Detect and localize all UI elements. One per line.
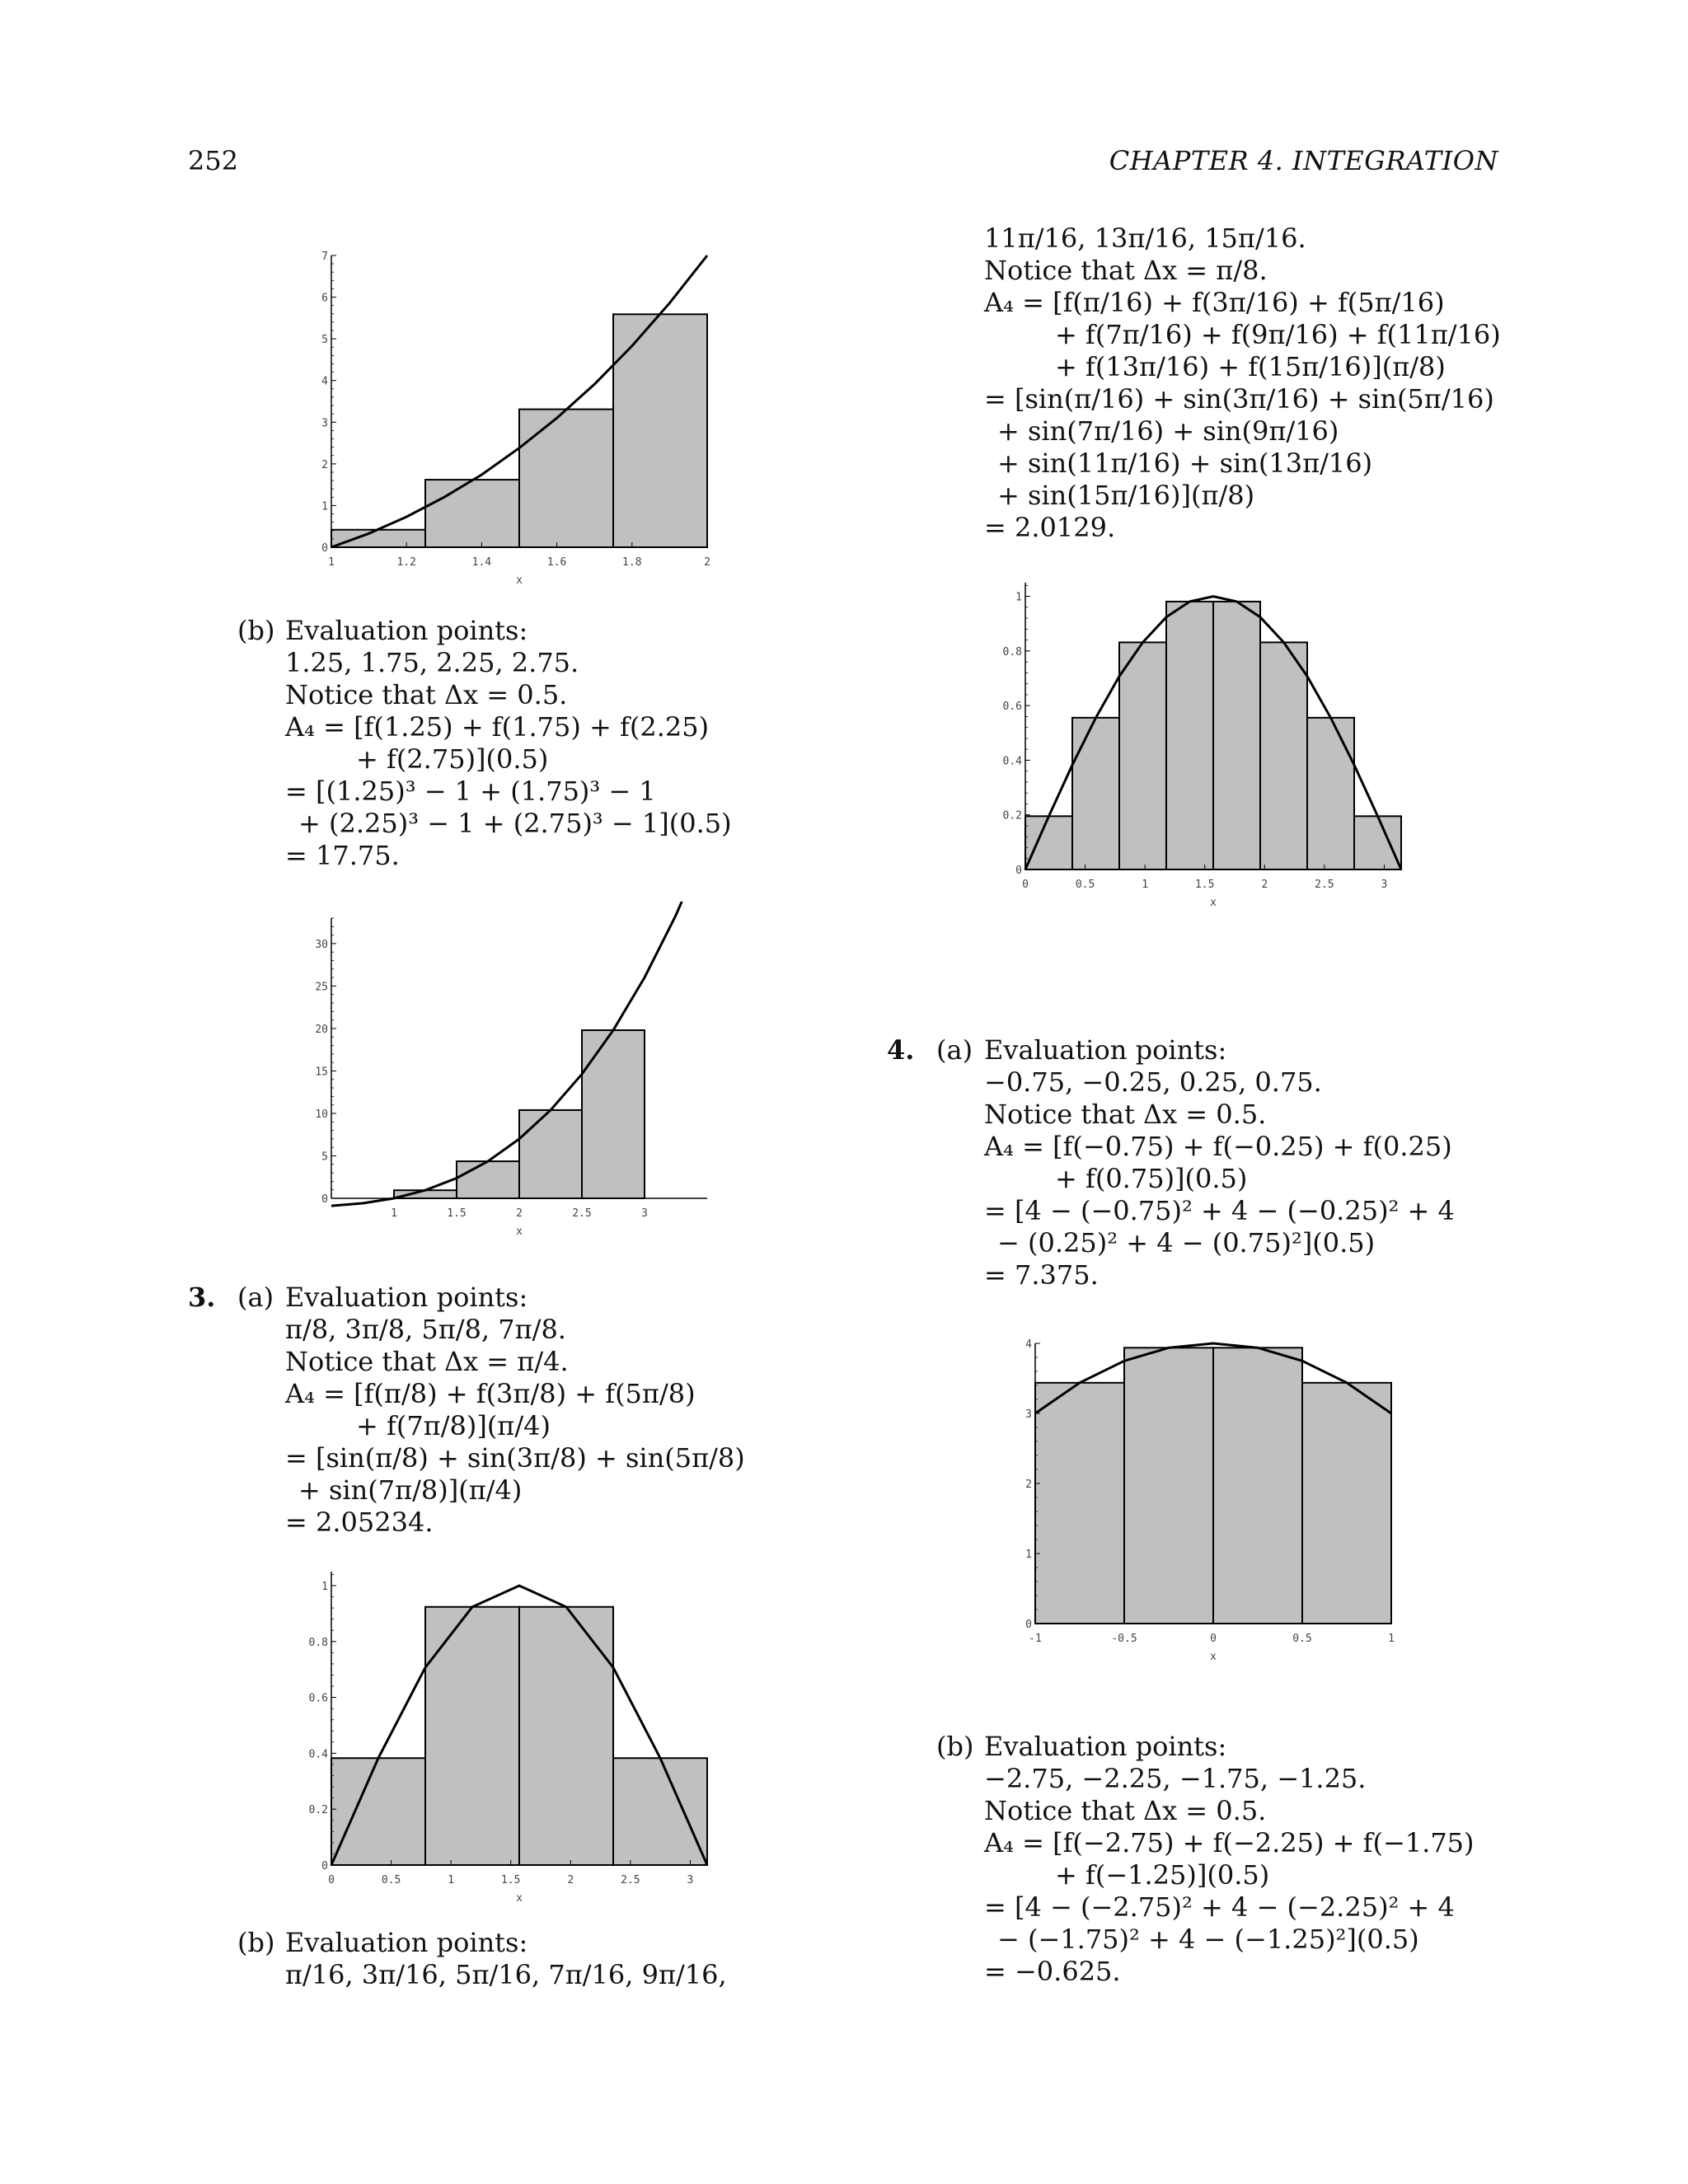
y-tick-label: 0.6 (308, 1692, 328, 1705)
bar (1307, 718, 1354, 869)
x-tick-label: 1 (1142, 879, 1149, 891)
y-tick-label: 0.6 (1002, 701, 1022, 714)
x-axis-label: x (1210, 1651, 1217, 1663)
running-header: CHAPTER 4. INTEGRATION (1109, 145, 1498, 176)
bar (1072, 718, 1119, 869)
text-line: = [sin(π/8) + sin(3π/8) + sin(5π/8) (285, 1442, 745, 1474)
text-line: A₄ = [f(1.25) + f(1.75) + f(2.25) (285, 711, 710, 743)
y-tick-label: 0 (321, 1193, 328, 1206)
plot-cubic-left-sum (313, 246, 734, 600)
y-tick-label: 0.4 (1002, 755, 1022, 768)
bar (1035, 1383, 1124, 1624)
x-tick-label: 1 (448, 1874, 455, 1886)
x-tick-label: 1.2 (396, 556, 416, 569)
bar (331, 530, 425, 547)
text-line: π/8, 3π/8, 5π/8, 7π/8. (285, 1314, 566, 1345)
y-tick-label: 0.8 (1002, 645, 1022, 658)
text-line: + sin(11π/16) + sin(13π/16) (997, 448, 1373, 479)
x-axis-label: x (516, 1226, 523, 1238)
y-tick-label: 1 (321, 1580, 328, 1593)
problem-4a (887, 1034, 1455, 1291)
x-axis-label: x (516, 1892, 523, 1905)
x-tick-label: 3 (641, 1207, 648, 1220)
bar (1119, 642, 1166, 869)
text-line: + f(0.75)](0.5) (1055, 1163, 1248, 1194)
page-number: 252 (188, 145, 239, 176)
bar (1213, 602, 1260, 869)
x-tick-label: 2.5 (621, 1874, 640, 1886)
y-tick-label: 5 (321, 334, 328, 347)
text-line: = [(1.25)³ − 1 + (1.75)³ − 1 (285, 776, 656, 807)
x-tick-label: 0.5 (1292, 1633, 1312, 1645)
text-line: + f(−1.25)](0.5) (1055, 1859, 1270, 1891)
y-tick-label: 15 (315, 1066, 328, 1079)
x-tick-label: 1 (1388, 1633, 1395, 1645)
text-line: = [4 − (−2.75)² + 4 − (−2.25)² + 4 (984, 1891, 1455, 1923)
text-line: A₄ = [f(π/16) + f(3π/16) + f(5π/16) (984, 287, 1445, 318)
text-line: = 2.0129. (984, 512, 1116, 543)
bar (425, 1607, 519, 1865)
problem-number: 4. (887, 1034, 915, 1066)
x-tick-label: 0.5 (381, 1874, 401, 1886)
x-axis-label: x (516, 574, 523, 587)
problem-3a (188, 1282, 745, 1539)
x-tick-label: 2.5 (572, 1207, 592, 1220)
text-line: Notice that Δx = π/4. (285, 1346, 569, 1377)
x-tick-label: 2 (567, 1874, 574, 1886)
text-line: + f(7π/8)](π/4) (356, 1410, 551, 1441)
text-line: Notice that Δx = 0.5. (984, 1099, 1267, 1130)
x-tick-label: 3 (687, 1874, 694, 1886)
y-tick-label: 0.2 (308, 1804, 328, 1817)
x-tick-label: 1.5 (447, 1207, 467, 1220)
problem-3b-continued (984, 223, 1501, 544)
bar (1260, 642, 1307, 869)
bar (1213, 1347, 1302, 1624)
y-tick-label: 1 (321, 500, 328, 513)
text-line: = [4 − (−0.75)² + 4 − (−0.25)² + 4 (984, 1195, 1455, 1226)
text-line: 1.25, 1.75, 2.25, 2.75. (285, 647, 579, 678)
y-tick-label: 20 (315, 1023, 328, 1036)
bar (457, 1161, 519, 1198)
bar (1302, 1383, 1391, 1624)
text-line: A₄ = [f(π/8) + f(3π/8) + f(5π/8) (285, 1378, 696, 1409)
x-tick-label: 0.5 (1075, 879, 1095, 891)
bar (425, 480, 519, 547)
x-axis-label: x (1210, 897, 1217, 909)
text-line: Evaluation points: (984, 1034, 1227, 1066)
bar (331, 1758, 425, 1865)
x-tick-label: 0 (328, 1874, 335, 1886)
plot-parabola-midpoint-sum (1007, 1327, 1428, 1673)
problem-2b (237, 615, 732, 872)
x-tick-label: 2.5 (1315, 879, 1334, 891)
y-tick-label: 0 (1025, 1619, 1032, 1631)
text-line: A₄ = [f(−0.75) + f(−0.25) + f(0.25) (984, 1131, 1452, 1162)
text-line: = [sin(π/16) + sin(3π/16) + sin(5π/16) (984, 383, 1494, 415)
y-tick-label: 0 (321, 1860, 328, 1872)
y-tick-label: 0 (1015, 865, 1022, 877)
text-line: + sin(15π/16)](π/8) (997, 480, 1255, 511)
x-tick-label: -0.5 (1111, 1633, 1137, 1645)
y-tick-label: 10 (315, 1108, 328, 1121)
text-line: π/16, 3π/16, 5π/16, 7π/16, 9π/16, (285, 1959, 727, 1990)
bar (582, 1030, 645, 1198)
x-tick-label: 1.4 (471, 556, 492, 569)
y-tick-label: 7 (321, 251, 328, 263)
problem-3b (237, 1927, 727, 1991)
problem-number: 3. (188, 1282, 216, 1313)
x-tick-label: 1.8 (622, 556, 642, 569)
text-line: + f(13π/16) + f(15π/16)](π/8) (1055, 351, 1446, 382)
bar (519, 410, 613, 547)
y-tick-label: 3 (1025, 1408, 1032, 1421)
text-line: A₄ = [f(−2.75) + f(−2.25) + f(−1.75) (984, 1827, 1475, 1858)
problem-4b (936, 1731, 1475, 1988)
bar (613, 1758, 707, 1865)
plot-sine-4-rectangles (308, 1562, 734, 1916)
text-line: = 7.375. (984, 1259, 1099, 1291)
y-tick-label: 0 (321, 542, 328, 555)
y-tick-label: 3 (321, 417, 328, 430)
y-tick-label: 4 (1025, 1338, 1032, 1351)
bar (1124, 1347, 1213, 1624)
text-line: Evaluation points: (984, 1731, 1227, 1762)
text-line: + (2.25)³ − 1 + (2.75)³ − 1](0.5) (298, 808, 732, 839)
part-label: (b) (237, 615, 275, 646)
y-tick-label: 2 (321, 458, 328, 471)
x-tick-label: 2 (516, 1207, 523, 1220)
text-line: = 17.75. (285, 840, 400, 871)
bar (519, 1607, 613, 1865)
x-tick-label: 1.5 (1194, 879, 1215, 891)
part-label: (a) (936, 1034, 973, 1066)
y-tick-label: 1 (1015, 591, 1022, 604)
text-line: = −0.625. (984, 1956, 1121, 1987)
text-line: − (−1.75)² + 4 − (−1.25)²](0.5) (997, 1924, 1419, 1955)
y-tick-label: 30 (315, 938, 328, 951)
text-line: + f(7π/16) + f(9π/16) + f(11π/16) (1055, 319, 1501, 350)
bar (1166, 602, 1213, 869)
plot-cubic-midpoint-sum (313, 908, 734, 1238)
x-tick-label: 0 (1022, 879, 1029, 891)
plot-sine-8-rectangles (1002, 573, 1428, 919)
bar (519, 1110, 582, 1198)
text-line: Notice that Δx = π/8. (984, 255, 1268, 286)
y-tick-label: 0.4 (308, 1748, 328, 1761)
bar (1025, 816, 1072, 869)
text-line: −2.75, −2.25, −1.75, −1.25. (984, 1763, 1367, 1794)
x-tick-label: -1 (1029, 1633, 1042, 1645)
x-tick-label: 2 (704, 556, 710, 569)
text-line: Evaluation points: (285, 1927, 528, 1958)
text-line: = 2.05234. (285, 1507, 434, 1538)
y-tick-label: 0.8 (308, 1636, 328, 1649)
text-line: 11π/16, 13π/16, 15π/16. (984, 223, 1306, 254)
text-line: − (0.25)² + 4 − (0.75)²](0.5) (997, 1227, 1376, 1258)
text-line: Evaluation points: (285, 615, 528, 646)
x-tick-label: 3 (1381, 879, 1388, 891)
x-tick-label: 2 (1261, 879, 1268, 891)
text-line: Notice that Δx = 0.5. (285, 679, 568, 710)
text-line: −0.75, −0.25, 0.25, 0.75. (984, 1066, 1322, 1098)
text-line: Evaluation points: (285, 1282, 528, 1313)
x-tick-label: 1.6 (546, 556, 567, 569)
y-tick-label: 2 (1025, 1479, 1032, 1491)
y-tick-label: 4 (321, 375, 328, 388)
y-tick-label: 0.2 (1002, 809, 1022, 823)
part-label: (b) (936, 1731, 974, 1762)
text-line: + f(2.75)](0.5) (356, 743, 549, 775)
y-tick-label: 1 (1025, 1549, 1032, 1561)
text-line: Notice that Δx = 0.5. (984, 1795, 1267, 1826)
y-tick-label: 6 (321, 292, 328, 305)
part-label: (b) (237, 1927, 275, 1958)
text-line: + sin(7π/8)](π/4) (298, 1474, 523, 1506)
x-tick-label: 0 (1210, 1633, 1217, 1645)
part-label: (a) (237, 1282, 274, 1313)
x-tick-label: 1 (328, 556, 335, 569)
x-tick-label: 1 (391, 1207, 397, 1220)
x-tick-label: 1.5 (500, 1874, 521, 1886)
y-tick-label: 25 (315, 981, 328, 994)
y-tick-label: 5 (321, 1151, 328, 1164)
text-line: + sin(7π/16) + sin(9π/16) (997, 415, 1339, 447)
bar (1354, 816, 1401, 869)
